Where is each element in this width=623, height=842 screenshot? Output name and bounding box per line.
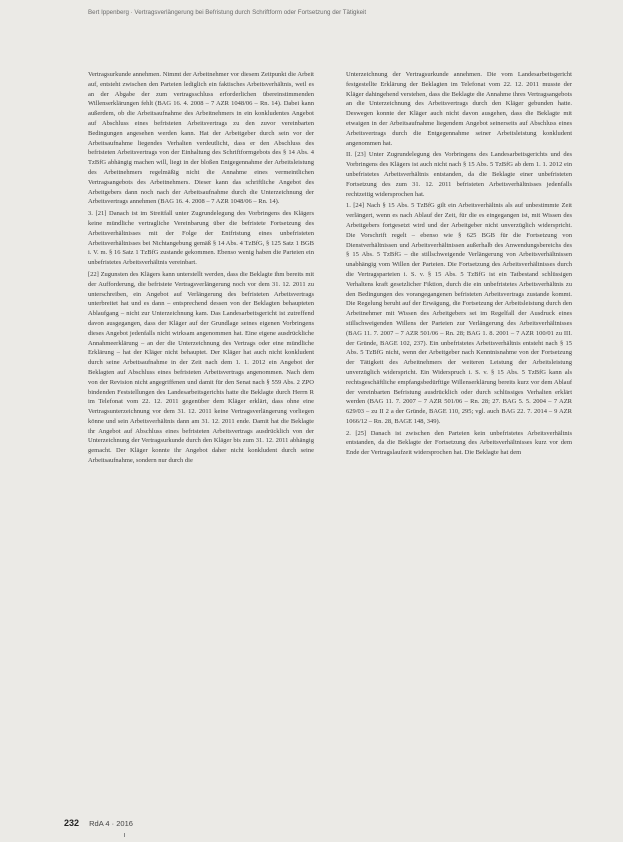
left-column xyxy=(88,70,314,810)
paragraph: Vertragsurkunde annehmen. Nimmt der Arbeitnehmer vor diesem Zeitpunkt die Arbeit auf, entsteht zwischen den Parteien lediglich ein faktisches Arbeitsverhältnis, weil es an der Abgabe der zum vertragsschluss erforderlichen übereinstimmenden Willenserklärungen fehlt (BAG 16. 4. 2008 – 7 AZR 1048/06 – Rn. 14). Dabei kann außerdem, ob die Arbeitsaufnahme des Arbeitnehmers in ein konkludentes Angebot auf Abschluss eines befristeten Arbeitsvertrags zu den zuvor vereinbarten Bedingungen angesehen werden kann. Hat der Arbeitgeber durch sein vor der Arbeitsaufnahme liegendes Verhalten verdeutlicht, dass er den Abschluss des befristeten Arbeitsvertrags von der Einhaltung des Schriftformgebots des § 14 Abs. 4 TzBfG abhängig machen will, liegt in der bloßen Entgegennahme der Arbeitsleistung des Arbeitnehmers regelmäßig nicht die Annahme eines vermeintlichen Vertragsangebots des Arbeitnehmers. Dieser kann das schriftliche Angebot des Arbeitgebers dann noch nach der Arbeitsaufnahme durch die Unterzeichnung der Arbeitsvertrags annehmen (BAG 16. 4. 2008 – 7 AZR 1048/06 – Rn. 14). xyxy=(88,71,314,206)
running-head: Bert Ippenberg · Vertragsverlängerung bei Befristung durch Schriftform oder Fortsetzung der Tätigkeit xyxy=(88,9,367,16)
journal-issue: RdA 4 · 2016 xyxy=(89,819,133,828)
paragraph: Unterzeichnung der Vertragsurkunde annehmen. Die vom Landesarbeitsgericht festgestellte Erklärung der Beklagten im Telefonat vom 22. 12. 2011 musste der Kläger dahingehend verstehen, dass die Beklagte die Annahme ihres Vertragsangebots an die Unterzeichnung des Arbeitsvertrags durch den Kläger gebunden hatte. Deswegen konnte der Kläger auch nicht davon ausgehen, dass die Beklagte mit etwaigen in der Arbeitsaufnahme liegendem Angebot seinerseits auf Abschluss eines Arbeitsvertrags durch die Entgegennahme seiner Arbeitsleistung konkludent angenommen hat. xyxy=(346,71,572,147)
paragraph: II. [23] Unter Zugrundelegung des Vorbringens des Landesarbeitsgerichts und des Vorbringens des Klägers ist auch nicht nach § 15 Abs. 5 TzBfG ab dem 1. 1. 2012 ein unbefristetes Arbeitsverhältnis entstanden, da die Beklagte einer unbefristeten Fortsetzung des zum 31. 12. 2011 befristeten Arbeitsverhältnisses jedenfalls rechtzeitig widersprochen hat. xyxy=(346,151,572,198)
paragraph: 1. [24] Nach § 15 Abs. 5 TzBfG gilt ein Arbeitsverhältnis als auf unbestimmte Zeit verlängert, wenn es nach Ablauf der Zeit, für die es eingegangen ist, mit Wissen des Arbeitgebers fortgesetzt wird und der Arbeitgeber nicht unverzüglich widerspricht. Die Vorschrift regelt – ebenso wie § 625 BGB für die Fortsetzung von Dienstverhältnissen und Arbeitsverhältnissen außerhalb des Anwendungsbereichs des § 15 Abs. 5 TzBfG – die stillschweigende Verlängerung von Arbeitsverhältnissen unabhängig vom Willen der Parteien. Die Fortsetzung des Arbeitsverhältnisses durch die Vertragsparteien i. S. v. § 15 Abs. 5 TzBfG ist ein Tatbestand schlüssigen Verhaltens kraft gesetzlicher Fiktion, durch die ein unbefristetes Arbeitsverhältnis zu den Bedingungen des vorangegangenen befristeten Arbeitsvertrags zustande kommt. Die Regelung beruht auf der Erwägung, die Fortsetzung der Arbeitsleistung durch den Arbeitnehmer mit Wissen des Arbeitgebers sei im Regelfall der Ausdruck eines stillschweigenden Willens der Parteien zur Verlängerung des Arbeitsverhältnisses (BAG 11. 7. 2007 – 7 AZR 501/06 – Rn. 28; BAG 1. 8. 2001 – 7 AZR 100/01 zu III. der Gründe, BAGE 102, 237). Ein unbefristetes Arbeitsverhältnis entsteht nach § 15 Abs. 5 TzBfG nicht, wenn der Arbeitgeber nach Kenntnisnahme von der Fortsetzung der Tätigkeit des Arbeitnehmers der weiteren Leistung der Arbeitsleistung unverzüglich widerspricht. Ein Widerspruch i. S. v. § 15 Abs. 5 TzBfG kann als rechtsgeschäftliche empfangsbedürftige Willenserklärung bereits kurz vor dem Ablauf der vereinbarten Befristung ausdrücklich oder durch schlüssiges Verhalten erklärt werden (BAG 11. 7. 2007 – 7 AZR 501/06 – Rn. 28; 27. BAG 5. 5. 2004 – 7 AZR 629/03 – zu II 2 a der Gründe, BAGE 110, 295; vgl. auch BAG 22. 7. 2014 – 9 AZR 1066/12 – Rn. 28, BAGE 148, 349). xyxy=(346,202,572,425)
scan-mark xyxy=(124,833,125,837)
page-footer xyxy=(64,818,133,828)
page-number: 232 xyxy=(64,818,80,828)
paragraph: [22] Zugunsten des Klägers kann unterstellt werden, dass die Beklagte ihm bereits mit der Aufforderung, die befristete Vertragsverlängerung noch vor dem 31. 12. 2011 zu unterschreiben, ein Angebot auf Verlängerung des befristeten Arbeitsvertrags unterbreitet hat und es dann – entsprechend dessen von der Beklagten behaupteten Ablaufgang – nicht zur Unterzeichnung kam. Das Landesarbeitsgericht ist zutreffend davon ausgegangen, dass der Kläger auf der Grundlage seines eigenen Vorbringens dieses Angebot jedenfalls nicht wirksam angenommen hat. Eine eigene ausdrückliche Annahmeerklärung – an der die Unterzeichnung des Vertrags oder eine mündliche Erklärung – hat der Kläger nicht behauptet. Der Kläger hat auch nicht konkludent durch seine Arbeitsaufnahme in der Zeit nach dem 1. 1. 2012 ein Angebot der Beklagten auf Abschluss eines befristeten Arbeitsvertrags angenommen. Nach dem von der Revision nicht angegriffenen und damit für den Senat nach § 559 Abs. 2 ZPO bindenden Feststellungen des Landesarbeitsgerichts hatte die Beklagte durch Herrn R im Telefonat vom 22. 12. 2011 gegenüber dem Kläger erklärt, dass ohne eine Vertragsunterzeichnung vor dem 31. 12. 2011 keine Vertragsverlängerung vorliegen könne und sein Arbeitsverhältnis dann am 31. 12. 2011 ende. Damit hat die Beklagte ihr Angebot auf Abschluss eines befristeten Arbeitsvertrags ausdrücklich von der Unterzeichnung der Vertragsurkunde durch den Kläger bis zum 31. 12. 2011 abhängig gemacht. Der Kläger konnte ihr Angebot daher nicht konkludent durch seine Arbeitsaufnahme, sondern nur durch die xyxy=(88,270,314,465)
right-column xyxy=(346,70,572,810)
paragraph: 3. [21] Danach ist im Streitfall unter Zugrundelegung des Vorbringens des Klägers keine mündliche vertragliche Vereinbarung über die befristete Fortsetzung des Arbeitsverhältnisses mit der Folge der Entfristung eines unbefristeten Arbeitsverhältnisses bei Nichtangebung gemäß § 14 Abs. 4 TzBfG, § 125 Satz 1 BGB i. V. m. § 16 Satz 1 TzBfG zustande gekommen. Ebenso wenig haben die Parteien ein unbefristetes Arbeitsverhältnis vereinbart. xyxy=(88,210,314,267)
paragraph: 2. [25] Danach ist zwischen den Parteien kein unbefristetes Arbeitsverhältnis entstanden, da die Beklagte der Fortsetzung des Arbeitsverhältnisses kurz vor dem Ende der Vertragslaufzeit widersprochen hat. Die Beklagte hat dem xyxy=(346,429,572,457)
